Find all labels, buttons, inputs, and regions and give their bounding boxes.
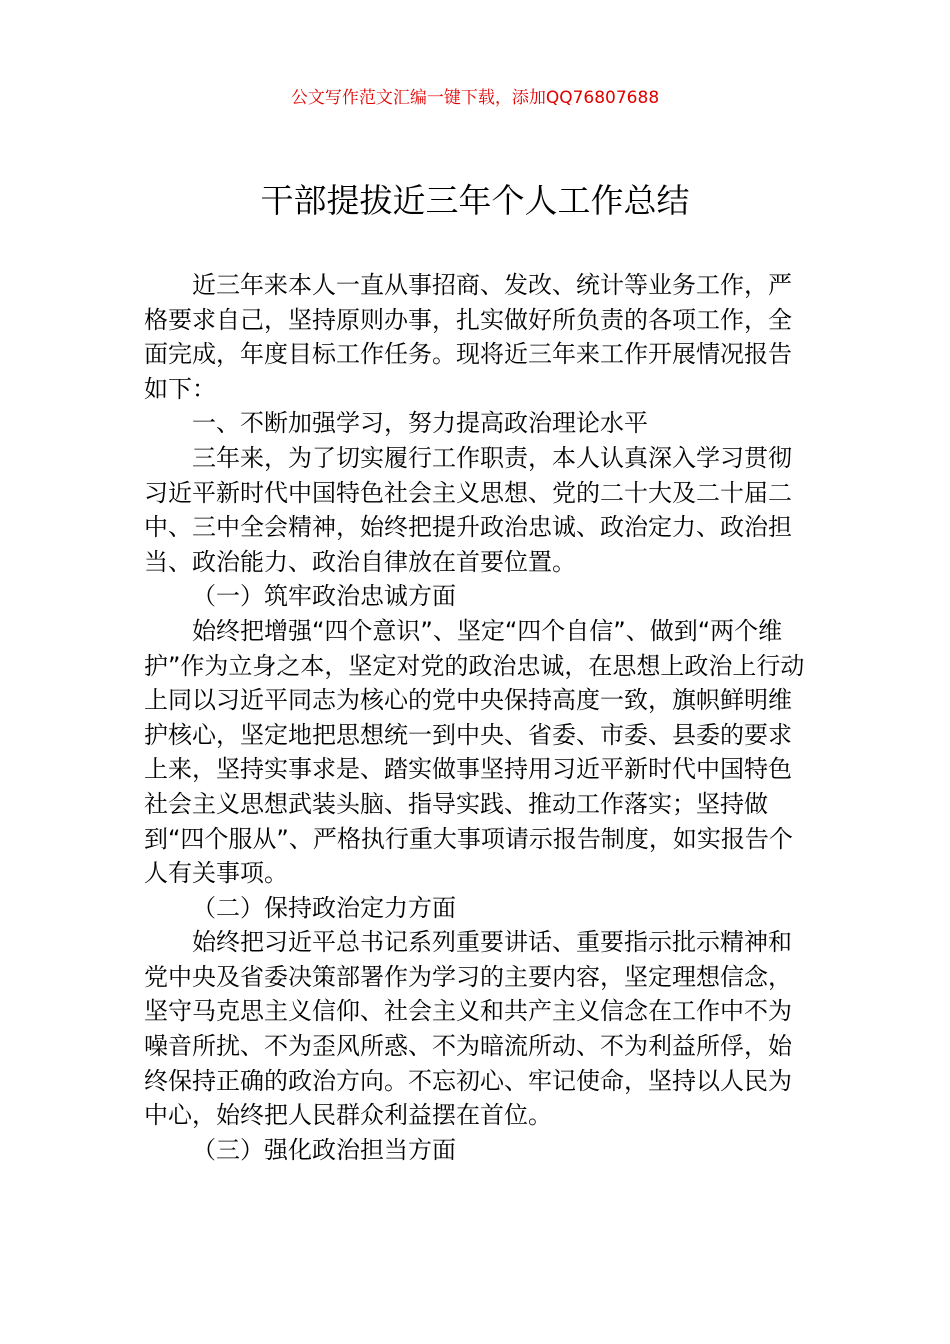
subsection-heading-2: （二）保持政治定力方面 <box>192 893 456 922</box>
document-title: 干部提拔近三年个人工作总结 <box>260 181 690 220</box>
subsection-1-paragraph: 始终把增强“四个意识”、坚定“四个自信”、做到“两个维护”作为立身之本，坚定对党的政治忠诚，在思想上政治上行动上同以习近平同志为核心的党中央保持高度一致，旗帜鲜明维护核心，坚定地把思想统一到中央、省委、市委、县委的要求上来，坚持实事求是、踏实做事坚持用习近平新时代中国特色社会主义思想武装头脑、指导实践、推动工作落实；坚持做到“四个服从”、严格执行重大事项请示报告制度，如实报告个人有关事项。 <box>144 616 805 888</box>
section-1-paragraph: 三年来，为了切实履行工作职责，本人认真深入学习贯彻习近平新时代中国特色社会主义思想、党的二十大及二十届二中、三中全会精神，始终把提升政治忠诚、政治定力、政治担当、政治能力、政治自律放在首要位置。 <box>144 443 792 576</box>
download-banner: 公文写作范文汇编一键下载，添加QQ76807688 <box>290 88 660 108</box>
section-heading-1: 一、不断加强学习，努力提高政治理论水平 <box>192 409 648 438</box>
document-body <box>144 268 808 1167</box>
subsection-2-paragraph: 始终把习近平总书记系列重要讲话、重要指示批示精神和党中央及省委决策部署作为学习的主要内容，坚定理想信念，坚守马克思主义信仰、社会主义和共产主义信念在工作中不为噪音所扰、不为歪风所惑、不为暗流所动、不为利益所俘，始终保持正确的政治方向。不忘初心、牢记使命，坚持以人民为中心，始终把人民群众利益摆在首位。 <box>144 928 792 1130</box>
subsection-heading-3: （三）强化政治担当方面 <box>192 1135 456 1164</box>
subsection-heading-1: （一）筑牢政治忠诚方面 <box>192 582 456 611</box>
intro-paragraph: 近三年来本人一直从事招商、发改、统计等业务工作，严格要求自己，坚持原则办事，扎实做好所负责的各项工作，全面完成，年度目标工作任务。现将近三年来工作开展情况报告如下： <box>144 271 792 403</box>
